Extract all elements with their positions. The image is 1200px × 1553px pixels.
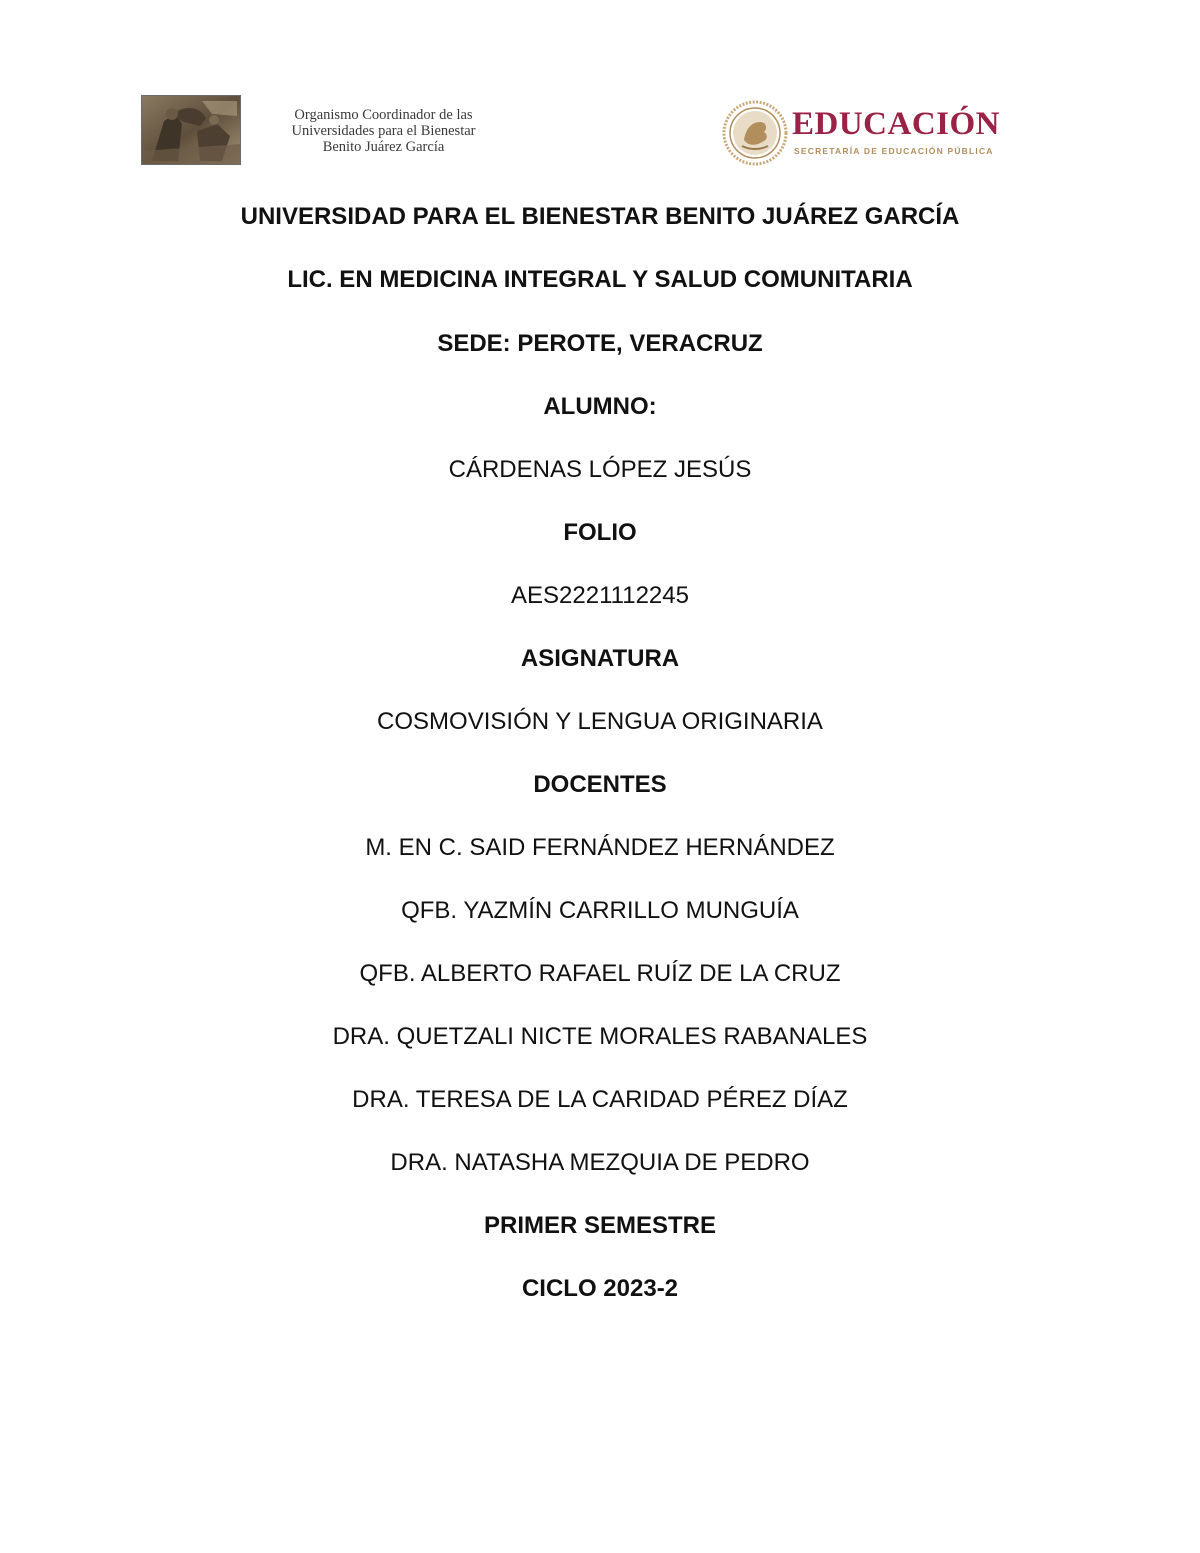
subject-label: ASIGNATURA: [520, 645, 680, 672]
degree-title: LIC. EN MEDICINA INTEGRAL Y SALUD COMUNITARIA: [287, 266, 913, 293]
education-title: EDUCACIÓN: [792, 106, 1001, 142]
cycle-line: CICLO 2023-2: [521, 1275, 679, 1302]
org-line: Universidades para el Bienestar: [291, 123, 476, 139]
teacher-name: DRA. NATASHA MEZQUIA DE PEDRO: [390, 1149, 810, 1176]
teacher-name: QFB. YAZMÍN CARRILLO MUNGUÍA: [401, 897, 799, 924]
org-line: Benito Juárez García: [322, 139, 445, 155]
mural-image: [141, 95, 241, 165]
teacher-name: QFB. ALBERTO RAFAEL RUÍZ DE LA CRUZ: [359, 960, 841, 987]
subject-value: COSMOVISIÓN Y LENGUA ORIGINARIA: [377, 708, 823, 735]
organization-name: [261, 107, 506, 155]
teacher-name: DRA. QUETZALI NICTE MORALES RABANALES: [332, 1023, 868, 1050]
education-subtitle: SECRETARÍA DE EDUCACIÓN PÚBLICA: [794, 146, 994, 156]
teacher-name: DRA. TERESA DE LA CARIDAD PÉREZ DÍAZ: [352, 1086, 848, 1113]
org-line: Organismo Coordinador de las: [294, 107, 473, 123]
teacher-name: M. EN C. SAID FERNÁNDEZ HERNÁNDEZ: [365, 834, 835, 861]
folio-value: AES2221112245: [511, 582, 689, 609]
organization-logo: [141, 95, 501, 167]
semester-line: PRIMER SEMESTRE: [483, 1212, 717, 1239]
student-name: CÁRDENAS LÓPEZ JESÚS: [448, 456, 752, 483]
national-seal-icon: [722, 100, 788, 166]
student-label: ALUMNO:: [543, 393, 657, 420]
folio-label: FOLIO: [563, 519, 637, 546]
education-logo: [722, 100, 1022, 166]
campus-line: SEDE: PEROTE, VERACRUZ: [437, 330, 763, 357]
teachers-label: DOCENTES: [533, 771, 667, 798]
university-title: UNIVERSIDAD PARA EL BIENESTAR BENITO JUÁREZ GARCÍA: [240, 203, 960, 230]
